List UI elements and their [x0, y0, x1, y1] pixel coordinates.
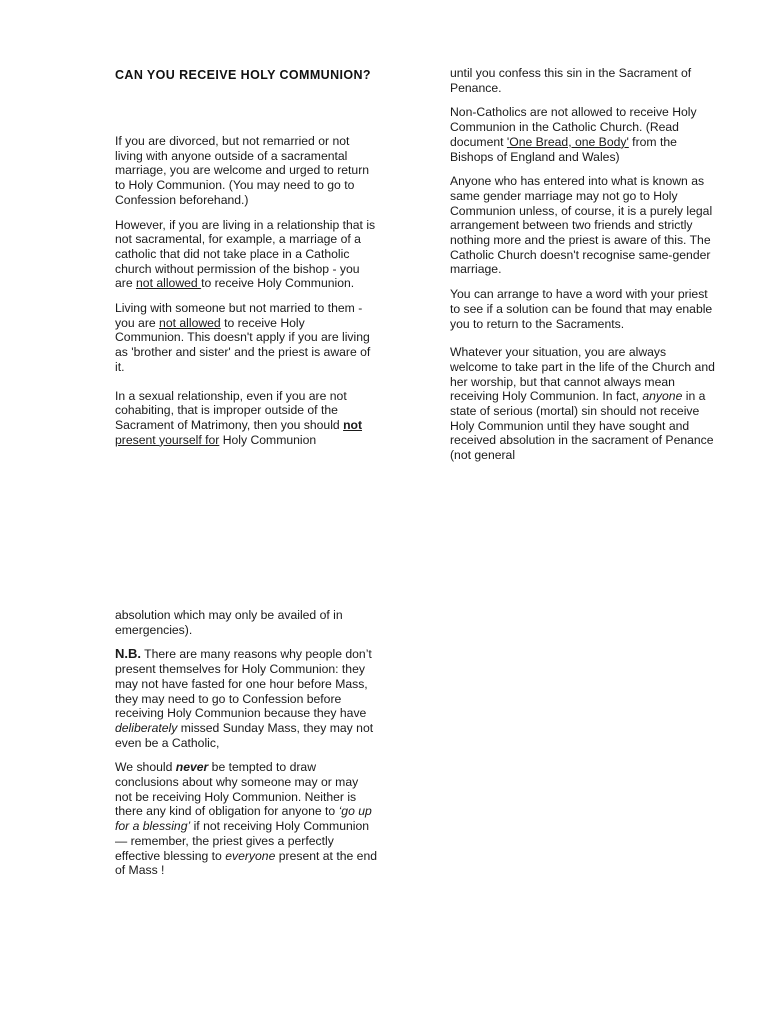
left-column-bottom	[115, 608, 377, 888]
non-catholics-paragraph: Non-Catholics are not allowed to receive Holy Communion in the Catholic Church. (Read document 'One Bread, one Body' from the Bishops of England and Wales)	[450, 105, 697, 164]
never-bold-italic: never	[175, 760, 209, 775]
penance-continuation: until you confess this sin in the Sacrament of Penance.	[450, 66, 692, 95]
document-link[interactable]: 'One Bread, one Body'	[506, 134, 629, 149]
never-tempted-paragraph: We should never be tempted to draw conclusions about why someone may or may not be receiving Holy Communion. Neither is there any kind of obligation for anyone to ‘go up for a blessing’ if not receiving Holy Communion — remember, the priest gives a perfectly effective blessing to everyone present at the end of Mass !	[115, 760, 377, 878]
everyone-italic: everyone	[225, 848, 276, 863]
divorced-paragraph: If you are divorced, but not remarried or not living with anyone outside of a sacramental marriage, you are welcome and urged to return to Holy Communion. (You may need to go to Confession beforehand.)	[115, 134, 370, 207]
anyone-italic: anyone	[642, 389, 683, 404]
nb-label: N.B.	[115, 646, 141, 662]
nb-paragraph: N.B. There are many reasons why people don’t present themselves for Holy Communion: they may not have fasted for one hour before Mass, they may need to go to Confession before receiving Holy Communion because they have deliberately missed Sunday Mass, they may not even be a Catholic,	[115, 646, 374, 750]
cohabiting-paragraph: Living with someone but not married to them -you are not allowed to receive Holy Communion. This doesn't apply if you are living as 'brother and sister' and the priest is aware of it.	[115, 301, 371, 374]
sexual-relationship-paragraph: In a sexual relationship, even if you are not cohabiting, that is improper outside of the Sacrament of Matrimony, then you should not present yourself for Holy Communion	[115, 388, 363, 447]
right-column	[450, 66, 715, 473]
blessing-italic: ‘go up for a blessing’	[115, 804, 372, 834]
not-allowed-underlined: not allowed	[159, 315, 221, 330]
absolution-continuation: absolution which may only be availed of in emergencies).	[115, 608, 343, 637]
whatever-situation-paragraph: Whatever your situation, you are always welcome to take part in the life of the Church and her worship, but that cannot always mean receiving Holy Communion. In fact, anyone in a state of serious (mortal) sin should not receive Holy Communion until they have sought and received absolution in the sacrament of Penance (not general	[450, 345, 715, 463]
word-with-priest-paragraph: You can arrange to have a word with your priest to see if a solution can be found that may enable you to return to the Sacraments.	[450, 287, 713, 331]
not-bold-underlined: not	[343, 417, 363, 432]
same-gender-paragraph: Anyone who has entered into what is known as same gender marriage may not go to Holy Communion unless, of course, it is a purely legal arrangement between two friends and strictly nothing more and the priest is aware of this. The Catholic Church doesn't recognise same-gender marriage.	[450, 174, 713, 277]
not-allowed-underlined: not allowed	[136, 276, 202, 291]
present-yourself-underlined: present yourself for	[115, 432, 220, 447]
left-column-top	[115, 134, 377, 457]
deliberately-italic: deliberately	[115, 720, 178, 735]
page-title: CAN YOU RECEIVE HOLY COMMUNION?	[115, 68, 371, 82]
non-sacramental-paragraph: However, if you are living in a relationship that is not sacramental, for example, a marriage of a catholic that did not take place in a Catholic church without permission of the bishop - you are not allowed to receive Holy Communion.	[115, 217, 376, 291]
